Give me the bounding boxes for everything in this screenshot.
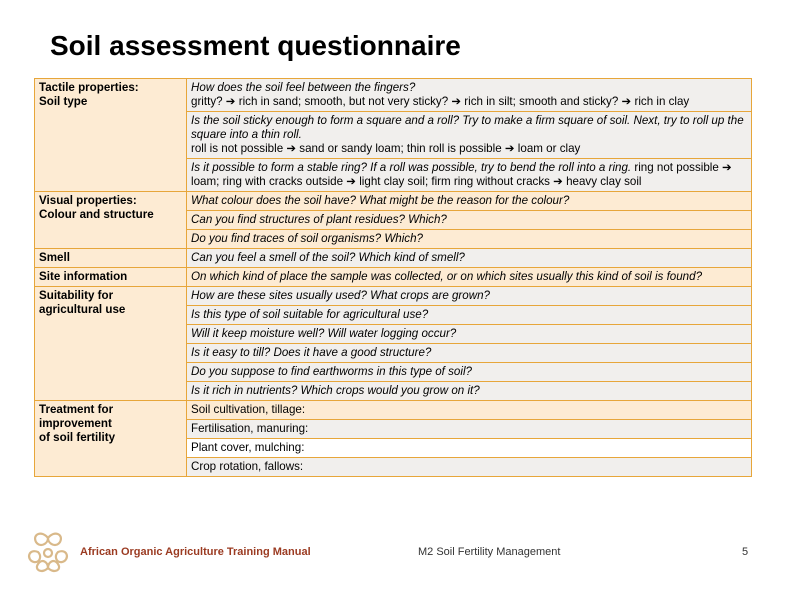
category-treatment: [35, 401, 187, 477]
table-row: [35, 249, 752, 268]
treatment-cell: Soil cultivation, tillage:: [187, 401, 752, 420]
category-label: Tactile properties:: [39, 81, 139, 94]
question-cell: Can you find structures of plant residues? Which?: [187, 211, 752, 230]
category-label: Treatment for: [39, 403, 114, 416]
question-text: How does the soil feel between the fingers?: [191, 81, 416, 94]
table-row: [35, 401, 752, 420]
question-cell: [187, 79, 752, 112]
category-site: Site information: [35, 268, 187, 287]
table-row: [35, 287, 752, 306]
page-number: 5: [742, 546, 749, 558]
question-cell: Is it easy to till? Does it have a good structure?: [187, 344, 752, 363]
footer-manual-title: African Organic Agriculture Training Manual: [80, 546, 311, 558]
category-label: Colour and structure: [39, 208, 154, 221]
treatment-cell: Crop rotation, fallows:: [187, 458, 752, 477]
category-label: Visual properties:: [39, 194, 137, 207]
answer-text: ring not possible ➔ loam; ring with cracks outside ➔ light clay soil; firm ring without cracks ➔ heavy clay soil: [191, 161, 732, 188]
answer-text: gritty? ➔ rich in sand; smooth, but not very sticky? ➔ rich in silt; smooth and sticky? ➔ rich in clay: [191, 95, 690, 108]
question-cell: What colour does the soil have? What might be the reason for the colour?: [187, 192, 752, 211]
question-text: Is it possible to form a stable ring? If a roll was possible, try to bend the roll into a ring.: [191, 161, 632, 174]
treatment-cell: Plant cover, mulching:: [187, 439, 752, 458]
page-title: Soil assessment questionnaire: [50, 30, 461, 61]
answer-text: roll is not possible ➔ sand or sandy loam; thin roll is possible ➔ loam or clay: [191, 142, 581, 155]
table-row: [35, 268, 752, 287]
question-cell: [187, 112, 752, 159]
questionnaire-table: [34, 78, 752, 477]
footer-module-title: M2 Soil Fertility Management: [418, 546, 561, 558]
question-cell: How are these sites usually used? What crops are grown?: [187, 287, 752, 306]
category-suitability: [35, 287, 187, 401]
category-label: agricultural use: [39, 303, 126, 316]
question-cell: Will it keep moisture well? Will water logging occur?: [187, 325, 752, 344]
category-visual: [35, 192, 187, 249]
question-text: Is the soil sticky enough to form a square and a roll? Try to make a firm square of soil. Next, try to roll up the square into a thin roll.: [191, 114, 744, 141]
question-cell: Is it rich in nutrients? Which crops would you grow on it?: [187, 382, 752, 401]
question-cell: Do you find traces of soil organisms? Which?: [187, 230, 752, 249]
category-label: Soil type: [39, 95, 88, 108]
category-label: Suitability for: [39, 289, 114, 302]
question-cell: [187, 159, 752, 192]
category-label: improvement: [39, 417, 112, 430]
treatment-cell: Fertilisation, manuring:: [187, 420, 752, 439]
category-tactile: [35, 79, 187, 192]
category-label: of soil fertility: [39, 431, 116, 444]
question-cell: Can you feel a smell of the soil? Which kind of smell?: [187, 249, 752, 268]
question-cell: On which kind of place the sample was collected, or on which sites usually this kind of soil is found?: [187, 268, 752, 287]
question-cell: Do you suppose to find earthworms in this type of soil?: [187, 363, 752, 382]
table-row: [35, 79, 752, 112]
floral-heart-logo-icon: [24, 530, 72, 574]
table-row: [35, 192, 752, 211]
category-smell: Smell: [35, 249, 187, 268]
question-cell: Is this type of soil suitable for agricultural use?: [187, 306, 752, 325]
